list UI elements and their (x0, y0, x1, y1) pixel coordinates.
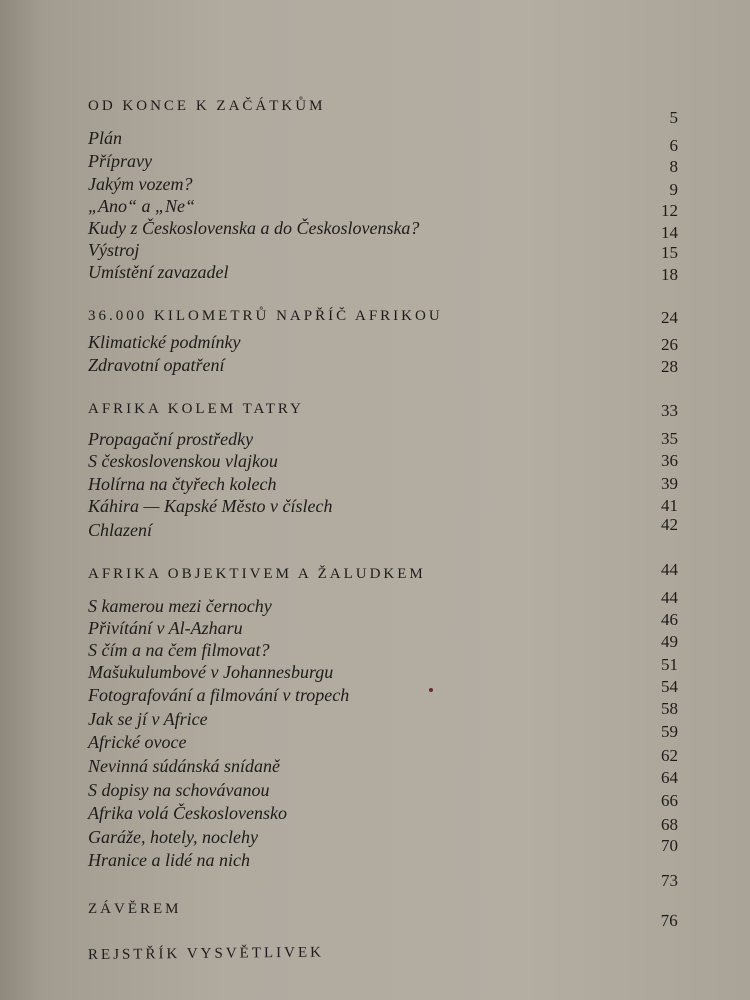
toc-entry (88, 768, 678, 802)
entry-title: Kudy z Československa a do Československa? (88, 218, 420, 238)
toc-entry (88, 151, 678, 176)
entry-title: Přípravy (88, 151, 152, 171)
toc-entry (88, 218, 678, 240)
entry-page-number: 68 (661, 815, 678, 834)
entry-page-number: 54 (661, 677, 678, 696)
toc-entry (88, 474, 678, 496)
entry-page-number: 62 (661, 746, 678, 765)
entry-title: Hranice a lidé na nich (88, 850, 250, 870)
entry-title: Zdravotní opatření (88, 355, 225, 375)
toc-section-heading (88, 98, 678, 127)
entry-page-number: 44 (661, 588, 678, 607)
toc-entry (88, 815, 678, 849)
entry-page-number: 8 (669, 157, 678, 176)
section-page-number: 24 (661, 308, 678, 327)
entry-title: Výstroj (88, 240, 140, 260)
entry-title: Nevinná súdánská snídaně (88, 756, 280, 776)
toc-entry (88, 332, 678, 354)
entry-page-number: 14 (661, 223, 678, 242)
toc-entry (88, 722, 678, 754)
entry-title: S kamerou mezi černochy (88, 596, 272, 616)
entry-title: Umístění zavazadel (88, 262, 229, 282)
entry-title: Chlazení (88, 520, 153, 540)
section-title: OD KONCE K ZAČÁTKŮM (88, 98, 326, 114)
toc-section-heading (88, 560, 678, 588)
entry-title: S čím a na čem filmovat? (88, 640, 270, 660)
entry-page-number: 51 (661, 655, 678, 674)
section-page-number: 33 (661, 401, 678, 420)
toc-entry (88, 496, 678, 518)
toc-entry (88, 355, 678, 377)
toc-entry (88, 240, 678, 262)
entry-page-number: 36 (661, 451, 678, 470)
section-title: REJSTŘÍK VYSVĚTLIVEK (87, 944, 325, 964)
toc-entry (88, 610, 678, 640)
entry-title: Mašukulumbové v Johannesburgu (88, 662, 334, 682)
ink-speck (429, 688, 433, 692)
entry-title: Fotografování a filmování v tropech (88, 685, 350, 705)
entry-title: Garáže, hotely, noclehy (88, 827, 258, 847)
entry-page-number: 49 (661, 632, 678, 651)
section-page-number: 5 (669, 108, 678, 127)
toc-entry (88, 515, 678, 542)
entry-title: Jakým vozem? (88, 174, 193, 194)
entry-page-number: 59 (661, 722, 678, 741)
entry-page-number: 35 (661, 429, 678, 448)
section-title: AFRIKA KOLEM TATRY (88, 401, 304, 417)
entry-title: Káhira — Kapské Město v číslech (88, 496, 333, 516)
toc-entry (88, 791, 678, 825)
toc-entry (88, 632, 678, 662)
toc-entry (88, 451, 678, 473)
entry-page-number: 15 (661, 243, 678, 262)
entry-page-number: 66 (661, 791, 678, 810)
entry-title: S dopisy na schovávanou (88, 780, 270, 800)
entry-title: S československou vlajkou (88, 451, 278, 471)
entry-title: Holírna na čtyřech kolech (88, 474, 277, 494)
toc-entry (88, 677, 678, 707)
entry-title: Jak se jí v Africe (88, 709, 208, 729)
entry-page-number: 6 (669, 136, 678, 155)
toc-entry (88, 746, 678, 778)
toc-entry (88, 429, 678, 451)
entry-page-number: 12 (661, 201, 678, 220)
entry-page-number: 41 (661, 496, 678, 515)
entry-title: „Ano“ a „Ne“ (88, 196, 196, 216)
entry-page-number: 28 (661, 357, 678, 376)
entry-title: Africké ovoce (88, 732, 187, 752)
toc-section-heading (87, 910, 678, 969)
entry-page-number: 39 (661, 474, 678, 493)
entry-title: Přivítání v Al-Azharu (88, 618, 243, 638)
section-page-number: 44 (661, 560, 678, 579)
toc-entry (88, 699, 678, 731)
toc-section-heading (88, 401, 678, 423)
entry-title: Klimatické podmínky (88, 332, 241, 352)
toc-entry (88, 655, 678, 684)
toc-entry (88, 588, 678, 618)
toc-entry (88, 128, 678, 155)
entry-page-number: 46 (661, 610, 678, 629)
entry-page-number: 9 (669, 180, 678, 199)
toc-section-heading (88, 308, 678, 330)
entry-page-number: 70 (661, 836, 678, 855)
section-title: ZÁVĚREM (88, 901, 182, 917)
entry-page-number: 42 (661, 515, 678, 534)
section-page-number: 76 (660, 910, 678, 931)
toc-section-heading (88, 871, 678, 923)
toc-entry (88, 174, 678, 199)
entry-title: Plán (88, 128, 122, 148)
entry-title: Propagační prostředky (88, 429, 254, 449)
section-title: AFRIKA OBJEKTIVEM A ŽALUDKEM (88, 566, 426, 582)
toc-entry (88, 262, 678, 284)
section-title: 36.000 KILOMETRŮ NAPŘÍČ AFRIKOU (88, 308, 443, 324)
entry-page-number: 18 (661, 265, 678, 284)
section-page-number: 73 (661, 871, 678, 890)
entry-page-number: 26 (661, 335, 678, 354)
toc-entry (88, 196, 678, 218)
entry-page-number: 58 (661, 699, 678, 718)
entry-title: Afrika volá Československo (88, 803, 287, 823)
entry-page-number: 64 (661, 768, 678, 787)
